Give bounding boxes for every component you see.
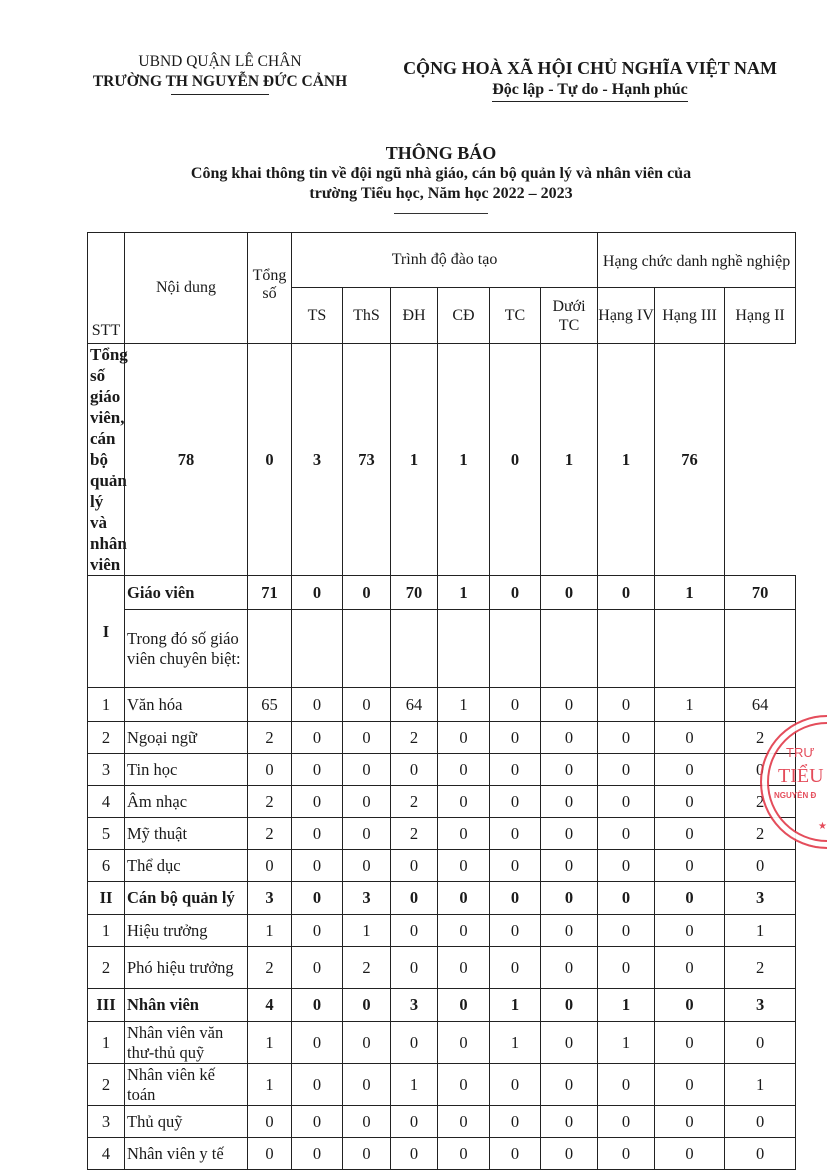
row-value: 0 <box>655 915 725 947</box>
row-value: 0 <box>438 1064 490 1106</box>
row-value: 0 <box>598 1064 655 1106</box>
row-value: 0 <box>438 882 490 915</box>
header-tc: TC <box>490 288 541 344</box>
seal-text-line2: TIỂU <box>778 765 824 787</box>
title-underline <box>394 213 488 214</box>
national-motto: Độc lập - Tự do - Hạnh phúc <box>492 80 688 102</box>
row-value: 0 <box>248 850 292 882</box>
row-value <box>490 610 541 688</box>
row-stt: 3 <box>88 754 125 786</box>
row-value: 0 <box>248 1106 292 1138</box>
row-value: 2 <box>391 818 438 850</box>
row-value: 0 <box>490 1106 541 1138</box>
row-value: 0 <box>541 1138 598 1170</box>
row-value: 0 <box>598 576 655 610</box>
header-ts: TS <box>292 288 343 344</box>
row-value: 0 <box>292 754 343 786</box>
row-label: Phó hiệu trưởng <box>125 947 248 989</box>
row-value: 0 <box>598 1138 655 1170</box>
row-value <box>343 610 391 688</box>
row-value: 0 <box>655 1106 725 1138</box>
header-rank-group: Hạng chức danh nghề nghiệp <box>598 233 796 288</box>
table-row <box>88 688 796 722</box>
row-value: 2 <box>725 722 796 754</box>
row-value: 0 <box>490 344 541 576</box>
row-label: Thủ quỹ <box>125 1106 248 1138</box>
table-row <box>88 915 796 947</box>
row-value: 0 <box>438 1106 490 1138</box>
row-label: Âm nhạc <box>125 786 248 818</box>
row-value: 0 <box>438 850 490 882</box>
row-value: 0 <box>725 754 796 786</box>
row-value: 0 <box>655 722 725 754</box>
table-row <box>88 882 796 915</box>
row-value: 1 <box>598 344 655 576</box>
row-value: 0 <box>343 576 391 610</box>
row-value: 0 <box>438 754 490 786</box>
row-value: 0 <box>541 850 598 882</box>
row-value: 0 <box>541 1064 598 1106</box>
row-value: 0 <box>292 1106 343 1138</box>
row-value: 0 <box>598 786 655 818</box>
row-value: 0 <box>655 882 725 915</box>
row-value: 71 <box>248 576 292 610</box>
row-value: 64 <box>391 688 438 722</box>
row-value: 2 <box>248 818 292 850</box>
row-value: 0 <box>490 754 541 786</box>
row-value: 1 <box>438 688 490 722</box>
row-value: 2 <box>248 947 292 989</box>
row-value: 0 <box>391 1106 438 1138</box>
row-value: 0 <box>541 989 598 1022</box>
row-value: 0 <box>541 754 598 786</box>
row-value: 0 <box>655 1064 725 1106</box>
row-value: 1 <box>490 1022 541 1064</box>
row-value: 3 <box>725 989 796 1022</box>
seal-star-icon: ★ <box>818 821 827 832</box>
row-value: 0 <box>343 1022 391 1064</box>
row-value: 1 <box>438 344 490 576</box>
document-heading: THÔNG BÁO <box>385 143 497 163</box>
row-value: 0 <box>598 688 655 722</box>
row-value: 0 <box>292 688 343 722</box>
table-row <box>88 947 796 989</box>
row-value: 1 <box>248 1022 292 1064</box>
row-value: 0 <box>292 947 343 989</box>
row-value: 0 <box>343 850 391 882</box>
row-value: 0 <box>391 915 438 947</box>
row-label: Hiệu trưởng <box>125 915 248 947</box>
row-value: 0 <box>541 915 598 947</box>
seal-text-line3: NGUYỄN Đ <box>774 791 817 800</box>
header-rank-iii: Hạng III <box>655 288 725 344</box>
row-value: 0 <box>490 1138 541 1170</box>
row-label: Văn hóa <box>125 688 248 722</box>
row-value: 0 <box>725 850 796 882</box>
row-label: Tổng số giáo viên, cán bộ quản lý và nhân viên <box>88 344 125 576</box>
table-row <box>88 850 796 882</box>
row-value: 0 <box>655 754 725 786</box>
row-value: 0 <box>541 1106 598 1138</box>
row-value: 0 <box>438 722 490 754</box>
row-value: 0 <box>292 850 343 882</box>
row-value: 0 <box>598 915 655 947</box>
table-row <box>88 1022 796 1064</box>
row-value: 1 <box>655 688 725 722</box>
row-value: 0 <box>598 722 655 754</box>
row-label: Trong đó số giáo viên chuyên biệt: <box>125 610 248 688</box>
row-stt: 5 <box>88 818 125 850</box>
row-value: 0 <box>343 754 391 786</box>
row-value: 0 <box>391 850 438 882</box>
row-value: 0 <box>725 1106 796 1138</box>
row-label: Cán bộ quản lý <box>125 882 248 915</box>
row-value: 0 <box>490 915 541 947</box>
row-value: 70 <box>391 576 438 610</box>
row-value: 0 <box>343 786 391 818</box>
row-value: 2 <box>725 947 796 989</box>
row-value: 0 <box>292 915 343 947</box>
row-label: Nhân viên văn thư-thủ quỹ <box>125 1022 248 1064</box>
header-training-group: Trình độ đào tạo <box>292 233 598 288</box>
row-value <box>248 610 292 688</box>
row-value: 0 <box>655 947 725 989</box>
row-value: 4 <box>248 989 292 1022</box>
row-stt: 1 <box>88 1022 125 1064</box>
row-value: 0 <box>292 818 343 850</box>
row-value: 0 <box>541 882 598 915</box>
row-value: 73 <box>343 344 391 576</box>
row-label: Tin học <box>125 754 248 786</box>
row-value: 1 <box>598 989 655 1022</box>
row-value: 0 <box>541 947 598 989</box>
row-value: 1 <box>391 344 438 576</box>
row-value: 0 <box>655 989 725 1022</box>
row-value: 0 <box>598 818 655 850</box>
row-value <box>292 610 343 688</box>
row-value <box>655 610 725 688</box>
row-value: 0 <box>655 850 725 882</box>
row-value: 0 <box>292 786 343 818</box>
row-value: 0 <box>343 989 391 1022</box>
issuer-school: TRƯỜNG TH NGUYỄN ĐỨC CẢNH <box>92 73 348 90</box>
staff-statistics-table <box>87 232 796 1170</box>
table-body <box>88 344 796 1170</box>
row-value: 3 <box>725 882 796 915</box>
row-stt: 1 <box>88 915 125 947</box>
seal-text-line1: TRƯ <box>786 745 815 760</box>
row-value: 0 <box>248 1138 292 1170</box>
header-cd: CĐ <box>438 288 490 344</box>
row-value: 3 <box>343 882 391 915</box>
row-label: Ngoại ngữ <box>125 722 248 754</box>
row-value: 0 <box>541 786 598 818</box>
row-value: 0 <box>490 576 541 610</box>
header-ths: ThS <box>343 288 391 344</box>
header-row-1 <box>88 233 796 288</box>
row-value: 1 <box>541 344 598 576</box>
row-stt: 4 <box>88 786 125 818</box>
row-value <box>541 610 598 688</box>
row-label: Giáo viên <box>125 576 248 610</box>
document-subtitle-line2: trường Tiểu học, Năm học 2022 – 2023 <box>309 185 573 202</box>
row-value: 1 <box>248 915 292 947</box>
row-value: 0 <box>541 818 598 850</box>
row-stt: 1 <box>88 688 125 722</box>
row-value: 0 <box>292 1138 343 1170</box>
table-row <box>88 344 796 576</box>
row-value: 1 <box>490 989 541 1022</box>
document-title-block <box>87 142 795 214</box>
row-value: 0 <box>343 1064 391 1106</box>
row-value: 1 <box>438 576 490 610</box>
row-value: 0 <box>438 818 490 850</box>
row-value: 1 <box>725 915 796 947</box>
row-value <box>598 610 655 688</box>
row-label: Mỹ thuật <box>125 818 248 850</box>
row-value: 0 <box>391 882 438 915</box>
row-value: 65 <box>248 688 292 722</box>
row-value: 0 <box>541 1022 598 1064</box>
row-value: 0 <box>655 1138 725 1170</box>
row-value: 0 <box>541 722 598 754</box>
row-value: 0 <box>292 1064 343 1106</box>
table-row <box>88 576 796 610</box>
row-value: 0 <box>598 947 655 989</box>
header-dh: ĐH <box>391 288 438 344</box>
row-value: 0 <box>343 722 391 754</box>
row-value: 0 <box>248 754 292 786</box>
row-value: 0 <box>391 754 438 786</box>
row-value: 70 <box>725 576 796 610</box>
row-stt: 6 <box>88 850 125 882</box>
header-total: Tổng số <box>248 233 292 344</box>
row-value: 0 <box>541 688 598 722</box>
row-stt: 2 <box>88 722 125 754</box>
row-stt: III <box>88 989 125 1022</box>
row-label: Nhân viên <box>125 989 248 1022</box>
row-value: 2 <box>725 786 796 818</box>
row-value: 0 <box>343 1138 391 1170</box>
table-row <box>88 722 796 754</box>
table-row <box>88 610 796 688</box>
row-stt: 2 <box>88 1064 125 1106</box>
issuer-underline <box>171 94 269 95</box>
row-value: 0 <box>490 1064 541 1106</box>
row-value: 0 <box>391 1022 438 1064</box>
issuer-authority: UBND QUẬN LÊ CHÂN <box>138 53 302 70</box>
table-row <box>88 786 796 818</box>
row-label: Nhân viên y tế <box>125 1138 248 1170</box>
row-value: 0 <box>292 1022 343 1064</box>
document-subtitle-line1: Công khai thông tin về đội ngũ nhà giáo, cán bộ quản lý và nhân viên của <box>190 165 692 182</box>
row-value: 78 <box>125 344 248 576</box>
row-value: 1 <box>725 1064 796 1106</box>
table-row <box>88 754 796 786</box>
row-value: 0 <box>598 850 655 882</box>
header-content: Nội dung <box>125 233 248 344</box>
row-value: 0 <box>490 688 541 722</box>
table-row <box>88 1064 796 1106</box>
row-value: 0 <box>438 989 490 1022</box>
national-header <box>380 56 800 102</box>
row-value: 0 <box>598 882 655 915</box>
row-value: 0 <box>438 1138 490 1170</box>
row-value: 0 <box>438 947 490 989</box>
row-stt: I <box>88 576 125 688</box>
row-value: 0 <box>490 882 541 915</box>
row-value: 3 <box>391 989 438 1022</box>
row-value: 3 <box>248 882 292 915</box>
issuer-block <box>60 52 380 95</box>
row-value: 0 <box>725 1138 796 1170</box>
row-value: 0 <box>598 1106 655 1138</box>
row-stt: 4 <box>88 1138 125 1170</box>
row-value: 0 <box>541 576 598 610</box>
row-value: 1 <box>655 576 725 610</box>
row-value: 0 <box>490 947 541 989</box>
row-value: 0 <box>438 1022 490 1064</box>
header-rank-iv: Hạng IV <box>598 288 655 344</box>
row-value: 0 <box>598 754 655 786</box>
row-value <box>725 610 796 688</box>
row-value: 2 <box>725 818 796 850</box>
row-value: 0 <box>292 882 343 915</box>
row-value: 2 <box>248 786 292 818</box>
row-value: 2 <box>343 947 391 989</box>
table-row <box>88 818 796 850</box>
row-value: 0 <box>725 1022 796 1064</box>
row-value: 0 <box>490 722 541 754</box>
row-value: 0 <box>438 915 490 947</box>
header-stt: STT <box>88 233 125 344</box>
row-value: 0 <box>292 989 343 1022</box>
row-value <box>438 610 490 688</box>
row-stt: 2 <box>88 947 125 989</box>
row-value: 1 <box>391 1064 438 1106</box>
row-stt: II <box>88 882 125 915</box>
row-value: 0 <box>655 1022 725 1064</box>
row-value: 0 <box>391 947 438 989</box>
row-value: 2 <box>391 722 438 754</box>
row-stt: 3 <box>88 1106 125 1138</box>
row-value: 0 <box>343 688 391 722</box>
table-row <box>88 989 796 1022</box>
row-value: 0 <box>655 786 725 818</box>
header-below-tc: Dưới TC <box>541 288 598 344</box>
row-value: 0 <box>655 818 725 850</box>
row-value: 0 <box>490 818 541 850</box>
row-value: 2 <box>248 722 292 754</box>
table-row <box>88 1138 796 1170</box>
row-value: 0 <box>438 786 490 818</box>
row-value: 0 <box>248 344 292 576</box>
row-value: 0 <box>292 722 343 754</box>
row-value: 0 <box>292 576 343 610</box>
row-value: 1 <box>598 1022 655 1064</box>
row-value: 3 <box>292 344 343 576</box>
row-value: 0 <box>490 850 541 882</box>
row-value: 0 <box>391 1138 438 1170</box>
table-row <box>88 1106 796 1138</box>
row-value <box>391 610 438 688</box>
row-value: 76 <box>655 344 725 576</box>
row-value: 2 <box>391 786 438 818</box>
row-value: 64 <box>725 688 796 722</box>
header-rank-ii: Hạng II <box>725 288 796 344</box>
row-value: 0 <box>343 1106 391 1138</box>
row-value: 1 <box>248 1064 292 1106</box>
row-value: 1 <box>343 915 391 947</box>
row-value: 0 <box>343 818 391 850</box>
row-label: Nhân viên kế toán <box>125 1064 248 1106</box>
row-value: 0 <box>490 786 541 818</box>
national-title: CỘNG HOÀ XÃ HỘI CHỦ NGHĨA VIỆT NAM <box>403 58 777 78</box>
row-label: Thể dục <box>125 850 248 882</box>
